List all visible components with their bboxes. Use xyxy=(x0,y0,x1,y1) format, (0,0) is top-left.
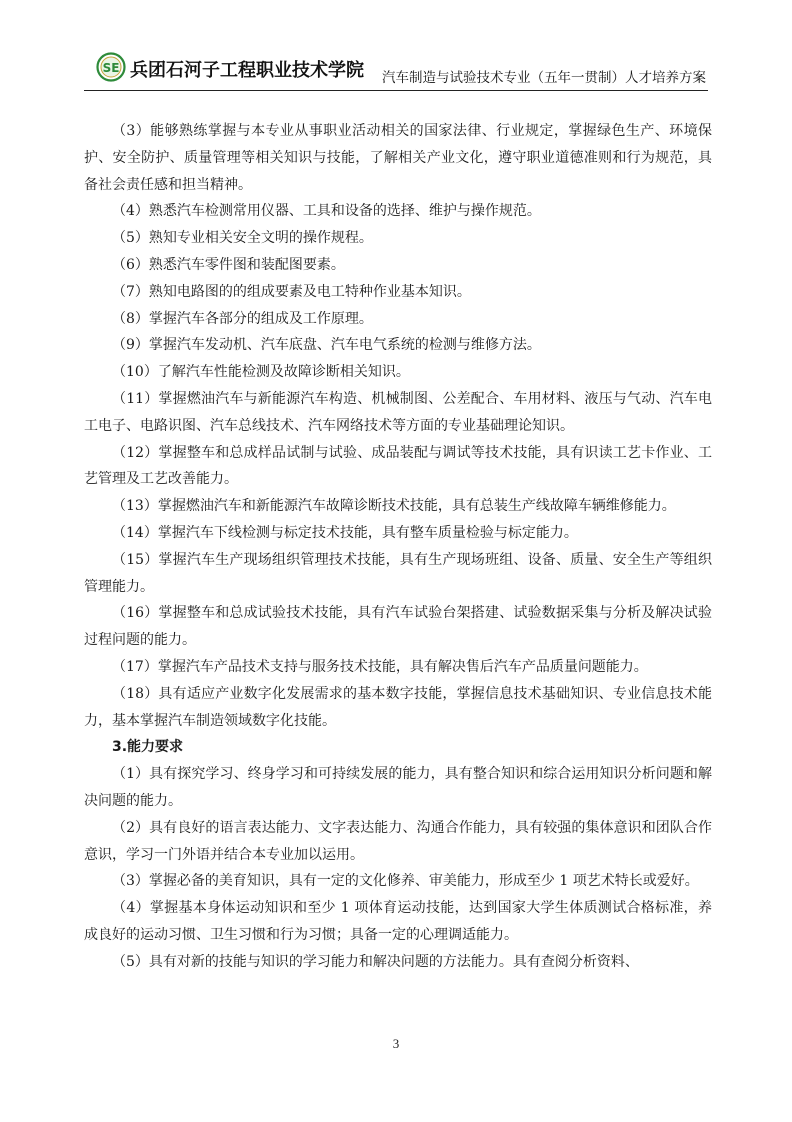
school-name: 兵团石河子工程职业技术学院 xyxy=(130,60,364,81)
program-title: 汽车制造与试验技术专业（五年一贯制）人才培养方案 xyxy=(382,70,706,86)
section-heading: 3.能力要求 xyxy=(112,739,184,756)
page-number: 3 xyxy=(392,1036,400,1051)
svg-text:SE: SE xyxy=(102,61,120,75)
paragraph: （11）掌握燃油汽车与新能源汽车构造、机械制图、公差配合、车用材料、液压与气动、汽车电工电子、电路识图、汽车总线技术、汽车网络技术等方面的专业基础理论知识。 xyxy=(84,390,712,434)
paragraph: （15）掌握汽车生产现场组织管理技术技能，具有生产现场班组、设备、质量、安全生产等组织管理能力。 xyxy=(84,551,712,595)
paragraph: （14）掌握汽车下线检测与标定技术技能，具有整车质量检验与标定能力。 xyxy=(112,524,578,541)
page-header xyxy=(84,50,708,91)
paragraph: （5）熟知专业相关安全文明的操作规程。 xyxy=(112,230,373,247)
paragraph: （1）具有探究学习、终身学习和可持续发展的能力，具有整合知识和综合运用知识分析问题和解决问题的能力。 xyxy=(84,766,712,809)
paragraph: （2）具有良好的语言表达能力、文字表达能力、沟通合作能力，具有较强的集体意识和团队合作意识，学习一门外语并结合本专业加以运用。 xyxy=(84,819,712,863)
paragraph: （6）熟悉汽车零件图和装配图要素。 xyxy=(112,256,345,273)
paragraph: （8）掌握汽车各部分的组成及工作原理。 xyxy=(112,310,373,327)
paragraph: （10）了解汽车性能检测及故障诊断相关知识。 xyxy=(112,364,410,381)
document-body xyxy=(84,118,712,976)
paragraph: （4）掌握基本身体运动知识和至少 1 项体育运动技能，达到国家大学生体质测试合格标准，养成良好的运动习惯、卫生习惯和行为习惯；具备一定的心理调适能力。 xyxy=(84,900,712,943)
paragraph: （4）熟悉汽车检测常用仪器、工具和设备的选择、维护与操作规范。 xyxy=(112,203,541,220)
paragraph: （16）掌握整车和总成试验技术技能，具有汽车试验台架搭建、试验数据采集与分析及解决试验过程问题的能力。 xyxy=(84,605,712,649)
paragraph: （17）掌握汽车产品技术支持与服务技术技能，具有解决售后汽车产品质量问题能力。 xyxy=(112,658,648,675)
paragraph: （18）具有适应产业数字化发展需求的基本数字技能，掌握信息技术基础知识、专业信息技术能力，基本掌握汽车制造领域数字化技能。 xyxy=(84,685,712,729)
paragraph: （7）熟知电路图的的组成要素及电工特种作业基本知识。 xyxy=(112,283,471,300)
paragraph: （13）掌握燃油汽车和新能源汽车故障诊断技术技能，具有总装生产线故障车辆维修能力。 xyxy=(112,498,676,515)
paragraph: （9）掌握汽车发动机、汽车底盘、汽车电气系统的检测与维修方法。 xyxy=(112,337,541,354)
paragraph: （12）掌握整车和总成样品试制与试验、成品装配与调试等技术技能，具有识读工艺卡作业、工艺管理及工艺改善能力。 xyxy=(84,444,712,488)
school-logo-icon xyxy=(96,52,126,82)
paragraph: （3）能够熟练掌握与本专业从事职业活动相关的国家法律、行业规定，掌握绿色生产、环境保护、安全防护、质量管理等相关知识与技能，了解相关产业文化，遵守职业道德准则和行为规范，具备社会责任感和担当精神。 xyxy=(84,123,712,193)
paragraph: （5）具有对新的技能与知识的学习能力和解决问题的方法能力。具有查阅分析资料、 xyxy=(112,953,639,970)
paragraph: （3）掌握必备的美育知识，具有一定的文化修养、审美能力，形成至少 1 项艺术特长或爱好。 xyxy=(112,873,699,890)
